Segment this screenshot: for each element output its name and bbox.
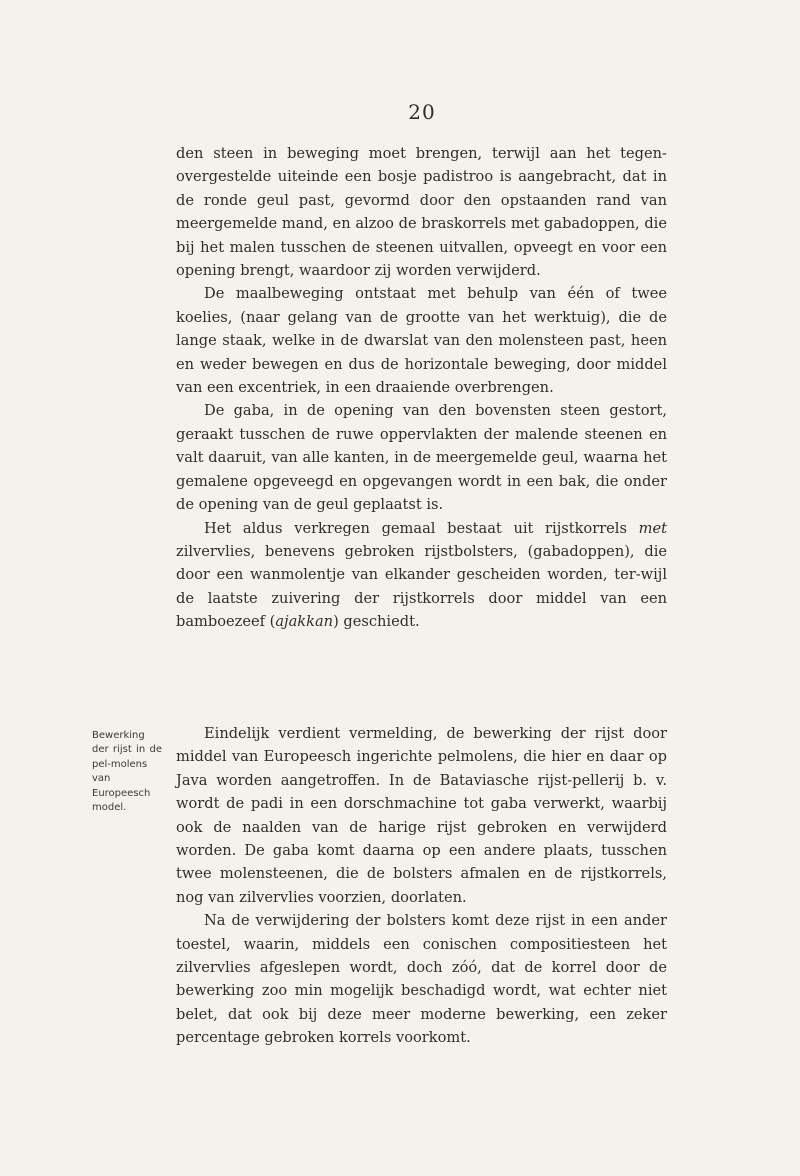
paragraph-4-end: ) geschiedt. <box>333 613 420 631</box>
paragraph-3: De gaba, in de opening van den bovensten steen gestort, geraakt tusschen de ruwe oppervlakten der malende steenen en valt daaruit, van alle kanten, in de meergemelde geul, waarna het gemalene opgeveegd en opgevangen wordt in een bak, die onder de opening van de geul geplaatst is. <box>176 402 667 514</box>
paragraph-1: den steen in beweging moet brengen, terwijl aan het tegen-overgestelde uiteinde een bosje padistroo is aangebracht, dat in de ronde geul past, gevormd door den opstaanden rand van meergemelde mand, en alzoo de braskorrels met gabadoppen, die bij het malen tusschen de steenen uitvallen, opveegt en voor een opening brengt, waardoor zij worden verwijderd. <box>176 145 667 280</box>
paragraph-2: De maalbeweging ontstaat met behulp van één of twee koelies, (naar gelang van de grootte van het werktuig), die de lange staak, welke in de dwarslat van den molensteen past, heen en weder bewegen en dus de horizontale beweging, door middel van een excentriek, in een draaiende overbrengen. <box>176 285 667 397</box>
text-section-upper <box>176 142 667 634</box>
margin-note: Bewerking der rijst in de pel-molens van Europeesch model. <box>92 730 162 814</box>
paragraph-4 <box>176 517 667 634</box>
text-section-lower <box>176 722 667 1050</box>
paragraph-4-start: Het aldus verkregen gemaal bestaat uit rijstkorrels <box>204 519 639 537</box>
paragraph-5: Eindelijk verdient vermelding, de bewerking der rijst door middel van Europeesch ingerichte pelmolens, die hier en daar op Java worden aangetroffen. In de Bataviasche rijst-pellerij b. v. wordt de padi in een dorschmachine tot gaba verwerkt, waarbij ook de naalden van de harige rijst gebroken en verwijderd worden. De gaba komt daarna op een andere plaats, tusschen twee molensteenen, die de bolsters afmalen en de rijstkorrels, nog van zilvervlies voorzien, doorlaten. <box>176 725 667 906</box>
page-number: 20 <box>408 100 436 124</box>
italic-met: met <box>638 519 667 537</box>
paragraph-4-middle: zilvervlies, benevens gebroken rijstbolsters, (gabadoppen), die door een wanmolentje van elkander gescheiden worden, ter-wijl de laatste zuivering der rijstkorrels door middel van een bamboezeef ( <box>176 542 667 631</box>
italic-ajakkan: ajakkan <box>275 613 334 631</box>
paragraph-6: Na de verwijdering der bolsters komt deze rijst in een ander toestel, waarin, middels een conischen compositiesteen het zilvervlies afgeslepen wordt, doch zóó, dat de korrel door de bewerking zoo min mogelijk beschadigd wordt, wat echter niet belet, dat ook bij deze meer moderne bewerking, een zeker percentage gebroken korrels voorkomt. <box>176 912 667 1047</box>
